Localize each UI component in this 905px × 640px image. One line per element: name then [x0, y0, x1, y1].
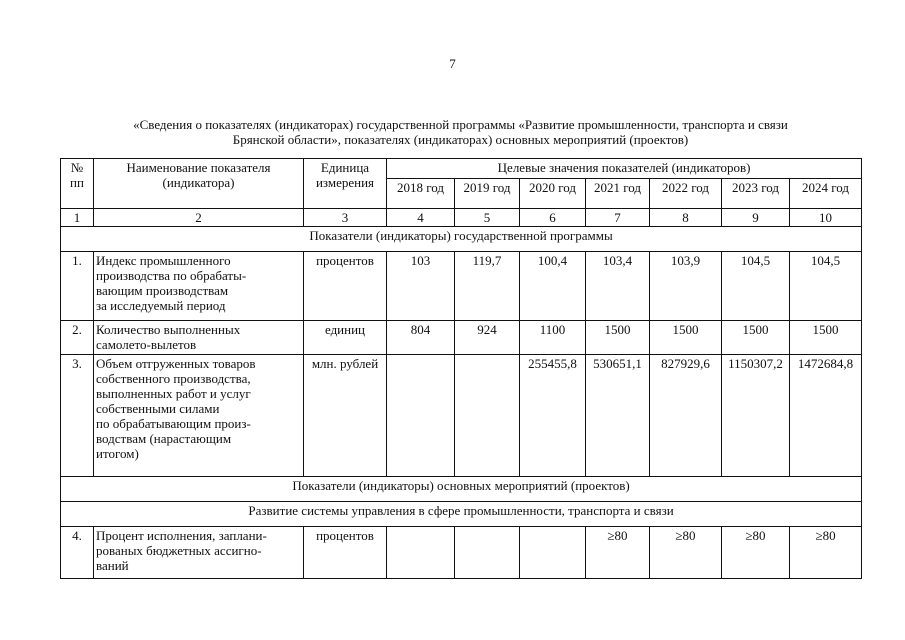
- value-2021: 103,4: [586, 252, 650, 321]
- value-2020: 100,4: [520, 252, 586, 321]
- header-year: 2020 год: [520, 179, 586, 209]
- section-main-activities: Показатели (индикаторы) основных мероприятий (проектов): [61, 477, 862, 502]
- value-2019: 924: [455, 321, 520, 355]
- column-number: 6: [520, 209, 586, 227]
- indicator-name: Индекс промышленного производства по обрабаты- вающим производствам за исследуемый период: [94, 252, 304, 321]
- section-row: [61, 477, 862, 502]
- document-title-line-1: «Сведения о показателях (индикаторах) государственной программы «Развитие промышленности, транспорта и связи: [133, 117, 788, 132]
- table-row: [61, 321, 862, 355]
- value-2023: ≥80: [722, 527, 790, 579]
- document-title-line-2: Брянской области», показателях (индикаторах) основных мероприятий (проектов): [232, 132, 689, 147]
- column-number: 1: [61, 209, 94, 227]
- row-number: 1.: [61, 252, 94, 321]
- value-2019: [455, 527, 520, 579]
- column-number: 9: [722, 209, 790, 227]
- indicator-name: Процент исполнения, заплани- рованых бюджетных ассигно- ваний: [94, 527, 304, 579]
- value-2020: 255455,8: [520, 355, 586, 477]
- header-row: [61, 159, 862, 179]
- value-2024: 1500: [790, 321, 862, 355]
- header-year: 2024 год: [790, 179, 862, 209]
- column-number: 7: [586, 209, 650, 227]
- row-number: 3.: [61, 355, 94, 477]
- column-number: 4: [387, 209, 455, 227]
- row-number: 4.: [61, 527, 94, 579]
- value-2022: 103,9: [650, 252, 722, 321]
- indicators-table: [60, 158, 862, 579]
- value-2024: 104,5: [790, 252, 862, 321]
- value-2018: [387, 355, 455, 477]
- column-number: 8: [650, 209, 722, 227]
- column-number: 2: [94, 209, 304, 227]
- value-2022: 1500: [650, 321, 722, 355]
- value-2020: [520, 527, 586, 579]
- indicator-unit: млн. рублей: [304, 355, 387, 477]
- value-2019: [455, 355, 520, 477]
- value-2018: 804: [387, 321, 455, 355]
- value-2021: ≥80: [586, 527, 650, 579]
- value-2024: ≥80: [790, 527, 862, 579]
- section-row: [61, 502, 862, 527]
- header-year: 2019 год: [455, 179, 520, 209]
- table-row: [61, 355, 862, 477]
- column-number: 10: [790, 209, 862, 227]
- value-2019: 119,7: [455, 252, 520, 321]
- header-name: Наименование показателя (индикатора): [94, 159, 304, 209]
- page-number: 7: [449, 56, 456, 71]
- header-unit: Единица измерения: [304, 159, 387, 209]
- header-year: 2021 год: [586, 179, 650, 209]
- column-numbers-row: [61, 209, 862, 227]
- row-number: 2.: [61, 321, 94, 355]
- section-program-indicators: Показатели (индикаторы) государственной программы: [61, 227, 862, 252]
- header-target-values: Целевые значения показателей (индикаторов): [387, 159, 862, 179]
- header-no: № пп: [61, 159, 94, 209]
- value-2023: 104,5: [722, 252, 790, 321]
- value-2018: [387, 527, 455, 579]
- value-2021: 1500: [586, 321, 650, 355]
- value-2023: 1150307,2: [722, 355, 790, 477]
- table-row: [61, 527, 862, 579]
- value-2021: 530651,1: [586, 355, 650, 477]
- value-2020: 1100: [520, 321, 586, 355]
- table-row: [61, 252, 862, 321]
- section-management-system: Развитие системы управления в сфере промышленности, транспорта и связи: [61, 502, 862, 527]
- indicator-unit: процентов: [304, 252, 387, 321]
- value-2023: 1500: [722, 321, 790, 355]
- header-year: 2022 год: [650, 179, 722, 209]
- column-number: 3: [304, 209, 387, 227]
- document-title: [60, 117, 861, 147]
- indicator-name: Объем отгруженных товаров собственного производства, выполненных работ и услуг собственными силами по обрабатывающим произ- водствам (нарастающим итогом): [94, 355, 304, 477]
- indicator-unit: процентов: [304, 527, 387, 579]
- value-2024: 1472684,8: [790, 355, 862, 477]
- indicator-unit: единиц: [304, 321, 387, 355]
- header-year: 2018 год: [387, 179, 455, 209]
- value-2018: 103: [387, 252, 455, 321]
- column-number: 5: [455, 209, 520, 227]
- section-row: [61, 227, 862, 252]
- header-year: 2023 год: [722, 179, 790, 209]
- value-2022: 827929,6: [650, 355, 722, 477]
- value-2022: ≥80: [650, 527, 722, 579]
- indicator-name: Количество выполненных самолето-вылетов: [94, 321, 304, 355]
